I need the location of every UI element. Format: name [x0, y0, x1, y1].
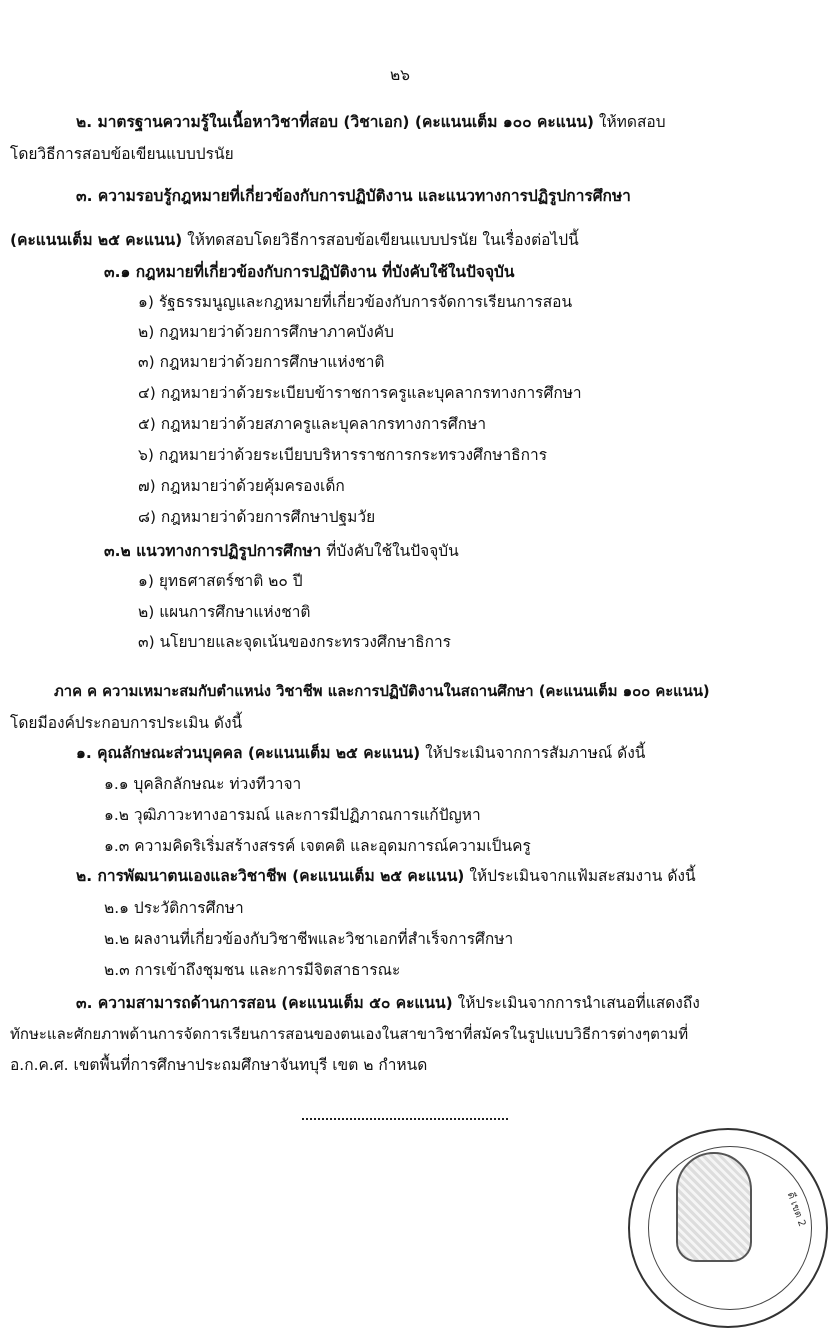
list-item: ๒) กฎหมายว่าด้วยการศึกษาภาคบังคับ — [138, 323, 394, 341]
criterion-1-heading-tail: ให้ประเมินจากการสัมภาษณ์ ดังนี้ — [420, 744, 646, 762]
criterion-3-heading-line — [76, 993, 700, 1013]
list-item: ๘) กฎหมายว่าด้วยการศึกษาปฐมวัย — [138, 508, 376, 526]
seal-emblem-icon — [676, 1152, 752, 1262]
part-c-heading: ภาค ค ความเหมาะสมกับตำแหน่ง วิชาชีพ และการปฏิบัติงานในสถานศึกษา (คะแนนเต็ม ๑๐๐ คะแนน) — [54, 683, 710, 700]
list-item: ๑.๑ บุคลิกลักษณะ ท่วงทีวาจา — [104, 775, 302, 793]
list-item: ๒) แผนการศึกษาแห่งชาติ — [138, 603, 311, 621]
criterion-2-heading: ๒. การพัฒนาตนเองและวิชาชีพ (คะแนนเต็ม ๒๕ คะแนน) — [76, 867, 465, 885]
list-item: ๓) กฎหมายว่าด้วยการศึกษาแห่งชาติ — [138, 353, 385, 371]
list-item: ๖) กฎหมายว่าด้วยระเบียบบริหารราชการกระทรวงศึกษาธิการ — [138, 446, 548, 464]
list-item: ๒.๒ ผลงานที่เกี่ยวข้องกับวิชาชีพและวิชาเอกที่สำเร็จการศึกษา — [104, 930, 514, 948]
criterion-2-heading-tail: ให้ประเมินจากแฟ้มสะสมงาน ดังนี้ — [464, 867, 696, 885]
list-item: ๕) กฎหมายว่าด้วยสภาครูและบุคลากรทางการศึกษา — [138, 415, 487, 433]
criterion-3-line-3: อ.ก.ค.ศ. เขตพื้นที่การศึกษาประถมศึกษาจันทบุรี เขต ๒ กำหนด — [10, 1056, 428, 1074]
list-item: ๑.๓ ความคิดริเริ่มสร้างสรรค์ เจตคติ และอุดมการณ์ความเป็นครู — [104, 837, 531, 855]
section3-heading: ๓. ความรอบรู้กฎหมายที่เกี่ยวข้องกับการปฏิบัติงาน และแนวทางการปฏิรูปการศึกษา — [76, 187, 631, 205]
list-item: ๒.๓ การเข้าถึงชุมชน และการมีจิตสาธารณะ — [104, 961, 401, 979]
criterion-3-heading: ๓. ความสามารถด้านการสอน (คะแนนเต็ม ๕๐ คะแนน) — [76, 994, 453, 1012]
subsection-3-2-heading: ๓.๒ แนวทางการปฏิรูปการศึกษา — [104, 542, 322, 560]
list-item: ๗) กฎหมายว่าด้วยคุ้มครองเด็ก — [138, 477, 345, 495]
list-item: ๓) นโยบายและจุดเน้นของกระทรวงศึกษาธิการ — [138, 633, 451, 651]
criterion-3-line-2: ทักษะและศักยภาพด้านการจัดการเรียนการสอนของตนเองในสาขาวิชาที่สมัครในรูปแบบวิธีการต่างๆตามที่ — [10, 1025, 689, 1043]
criterion-1-heading: ๑. คุณลักษณะส่วนบุคคล (คะแนนเต็ม ๒๕ คะแนน) — [76, 744, 421, 762]
part-c-continuation: โดยมีองค์ประกอบการประเมิน ดังนี้ — [10, 714, 243, 732]
page-number: ๒๖ — [389, 66, 411, 84]
section2-heading-tail: ให้ทดสอบ — [593, 113, 666, 131]
criterion-1-heading-line — [76, 743, 645, 763]
list-item: ๒.๑ ประวัติการศึกษา — [104, 899, 244, 917]
section2-heading-line — [76, 112, 666, 132]
list-item: ๔) กฎหมายว่าด้วยระเบียบข้าราชการครูและบุคลากรทางการศึกษา — [138, 384, 582, 402]
dotted-separator — [302, 1118, 508, 1120]
seal-edge-text: ดี เขต 2 — [784, 1190, 808, 1229]
section2-heading: ๒. มาตรฐานความรู้ในเนื้อหาวิชาที่สอบ (วิชาเอก) (คะแนนเต็ม ๑๐๐ คะแนน) — [76, 113, 594, 131]
section3-score-tail: ให้ทดสอบโดยวิธีการสอบข้อเขียนแบบปรนัย ในเรื่องต่อไปนี้ — [182, 231, 579, 249]
official-seal — [628, 1128, 828, 1328]
section3-score-line — [10, 230, 579, 250]
criterion-2-heading-line — [76, 866, 696, 886]
section3-score: (คะแนนเต็ม ๒๕ คะแนน) — [10, 231, 183, 249]
list-item: ๑) รัฐธรรมนูญและกฎหมายที่เกี่ยวข้องกับการจัดการเรียนการสอน — [138, 293, 573, 311]
list-item: ๑) ยุทธศาสตร์ชาติ ๒๐ ปี — [138, 572, 303, 590]
subsection-3-2-heading-line — [104, 541, 459, 561]
section2-continuation: โดยวิธีการสอบข้อเขียนแบบปรนัย — [10, 145, 234, 163]
subsection-3-2-heading-tail: ที่บังคับใช้ในปัจจุบัน — [321, 542, 459, 560]
criterion-3-heading-tail: ให้ประเมินจากการนำเสนอที่แสดงถึง — [452, 994, 700, 1012]
subsection-3-1-heading: ๓.๑ กฎหมายที่เกี่ยวข้องกับการปฏิบัติงาน ที่บังคับใช้ในปัจจุบัน — [104, 263, 515, 281]
list-item: ๑.๒ วุฒิภาวะทางอารมณ์ และการมีปฏิภาณการแก้ปัญหา — [104, 806, 481, 824]
